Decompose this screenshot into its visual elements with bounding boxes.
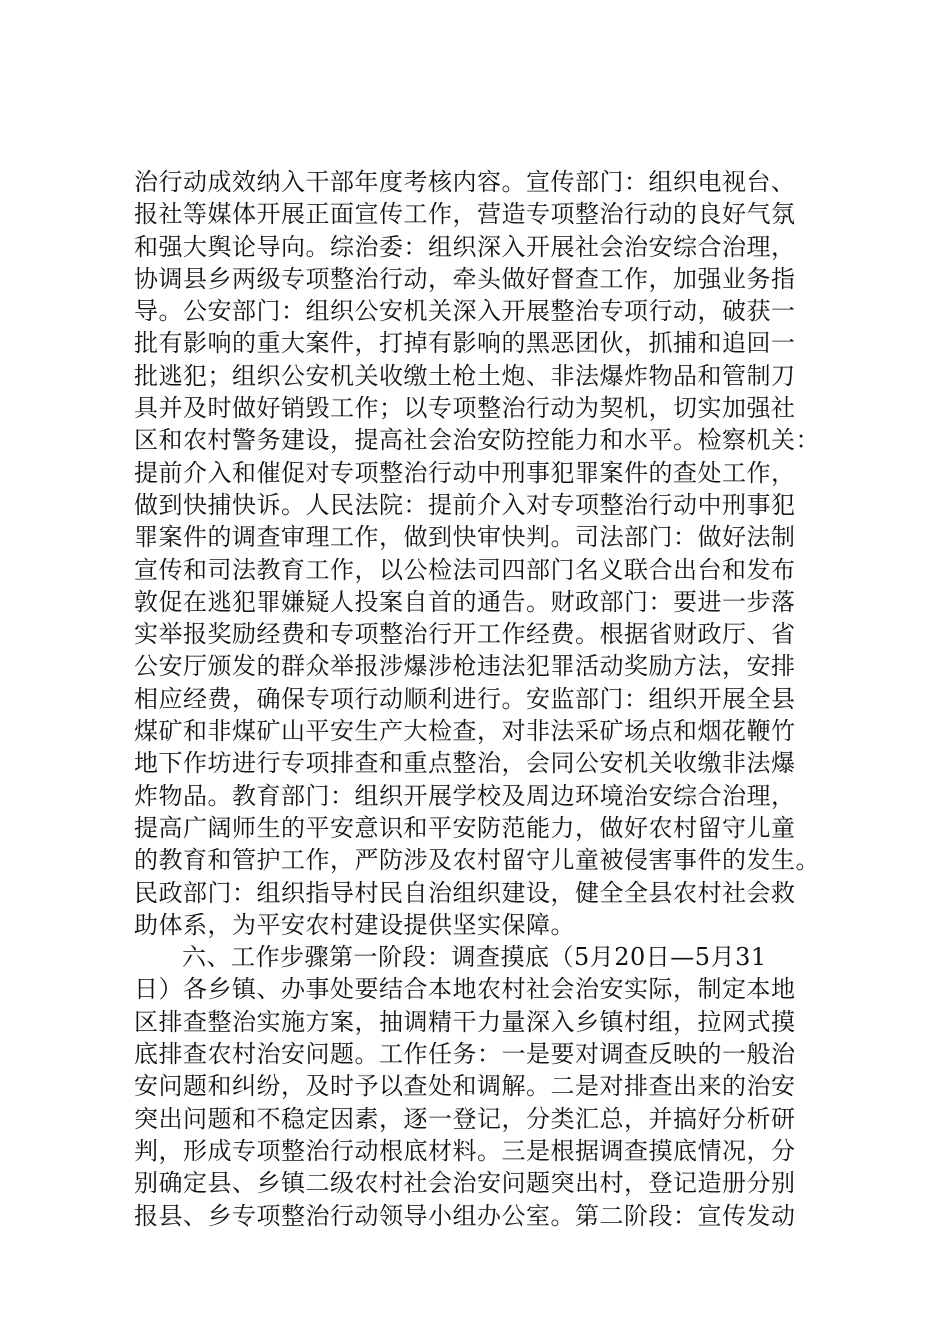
text-line: 煤矿和非煤矿山平安生产大检查，对非法采矿场点和烟花鞭竹 — [134, 717, 796, 746]
text-line: 做到快捕快诉。人民法院：提前介入对专项整治行动中刑事犯 — [134, 490, 796, 519]
text-line: 底排查农村治安问题。工作任务：一是要对调查反映的一般治 — [134, 1040, 796, 1069]
text-line: 突出问题和不稳定因素，逐一登记，分类汇总，并搞好分析研 — [134, 1104, 796, 1133]
text-line: 罪案件的调查审理工作，做到快审快判。司法部门：做好法制 — [134, 523, 796, 552]
text-line: 具并及时做好销毁工作；以专项整治行动为契机，切实加强社 — [134, 394, 796, 423]
text-line: 宣传和司法教育工作，以公检法司四部门名义联合出台和发布 — [134, 555, 796, 584]
text-line: 的教育和管护工作，严防涉及农村留守儿童被侵害事件的发生。 — [134, 846, 820, 875]
text-line: 报社等媒体开展正面宣传工作，营造专项整治行动的良好气氛 — [134, 200, 796, 229]
text-line: 批有影响的重大案件，打掉有影响的黑恶团伙，抓捕和追回一 — [134, 329, 796, 358]
text-line: 判，形成专项整治行动根底材料。三是根据调查摸底情况，分 — [134, 1136, 796, 1165]
text-line: 提前介入和催促对专项整治行动中刑事犯罪案件的查处工作， — [134, 458, 796, 487]
text-line: 相应经费，确保专项行动顺利进行。安监部门：组织开展全县 — [134, 684, 796, 713]
text-line: 导。公安部门：组织公安机关深入开展整治专项行动，破获一 — [134, 297, 796, 326]
text-line: 安问题和纠纷，及时予以查处和调解。二是对排查出来的治安 — [134, 1072, 796, 1101]
text-line: 助体系，为平安农村建设提供坚实保障。 — [134, 910, 575, 939]
text-line: 日）各乡镇、办事处要结合本地农村社会治安实际，制定本地 — [134, 975, 796, 1004]
text-line: 公安厅颁发的群众举报涉爆涉枪违法犯罪活动奖励方法，安排 — [134, 652, 796, 681]
text-line: 批逃犯；组织公安机关收缴土枪土炮、非法爆炸物品和管制刀 — [134, 361, 796, 390]
text-line: 报县、乡专项整治行动领导小组办公室。第二阶段：宣传发动 — [134, 1201, 796, 1230]
text-line: 实举报奖励经费和专项整治行开工作经费。根据省财政厅、省 — [134, 620, 796, 649]
section-heading-line: 六、工作步骤第一阶段：调查摸底（5月20日—5月31 — [182, 943, 767, 972]
text-line: 民政部门：组织指导村民自治组织建设，健全全县农村社会救 — [134, 878, 796, 907]
text-line: 区和农村警务建设，提高社会治安防控能力和水平。检察机关： — [134, 426, 820, 455]
text-line: 协调县乡两级专项整治行动，牵头做好督查工作，加强业务指 — [134, 264, 796, 293]
body-text — [134, 166, 854, 1232]
text-line: 地下作坊进行专项排查和重点整治，会同公安机关收缴非法爆 — [134, 749, 796, 778]
text-line: 区排查整治实施方案，抽调精干力量深入乡镇村组，拉网式摸 — [134, 1007, 796, 1036]
text-line: 敦促在逃犯罪嫌疑人投案自首的通告。财政部门：要进一步落 — [134, 587, 796, 616]
text-line: 别确定县、乡镇二级农村社会治安问题突出村，登记造册分别 — [134, 1169, 796, 1198]
text-line: 和强大舆论导向。综治委：组织深入开展社会治安综合治理， — [134, 232, 796, 261]
text-line: 炸物品。教育部门：组织开展学校及周边环境治安综合治理， — [134, 781, 796, 810]
text-line: 提高广阔师生的平安意识和平安防范能力，做好农村留守儿童 — [134, 813, 796, 842]
text-line: 治行动成效纳入干部年度考核内容。宣传部门：组织电视台、 — [134, 168, 796, 196]
